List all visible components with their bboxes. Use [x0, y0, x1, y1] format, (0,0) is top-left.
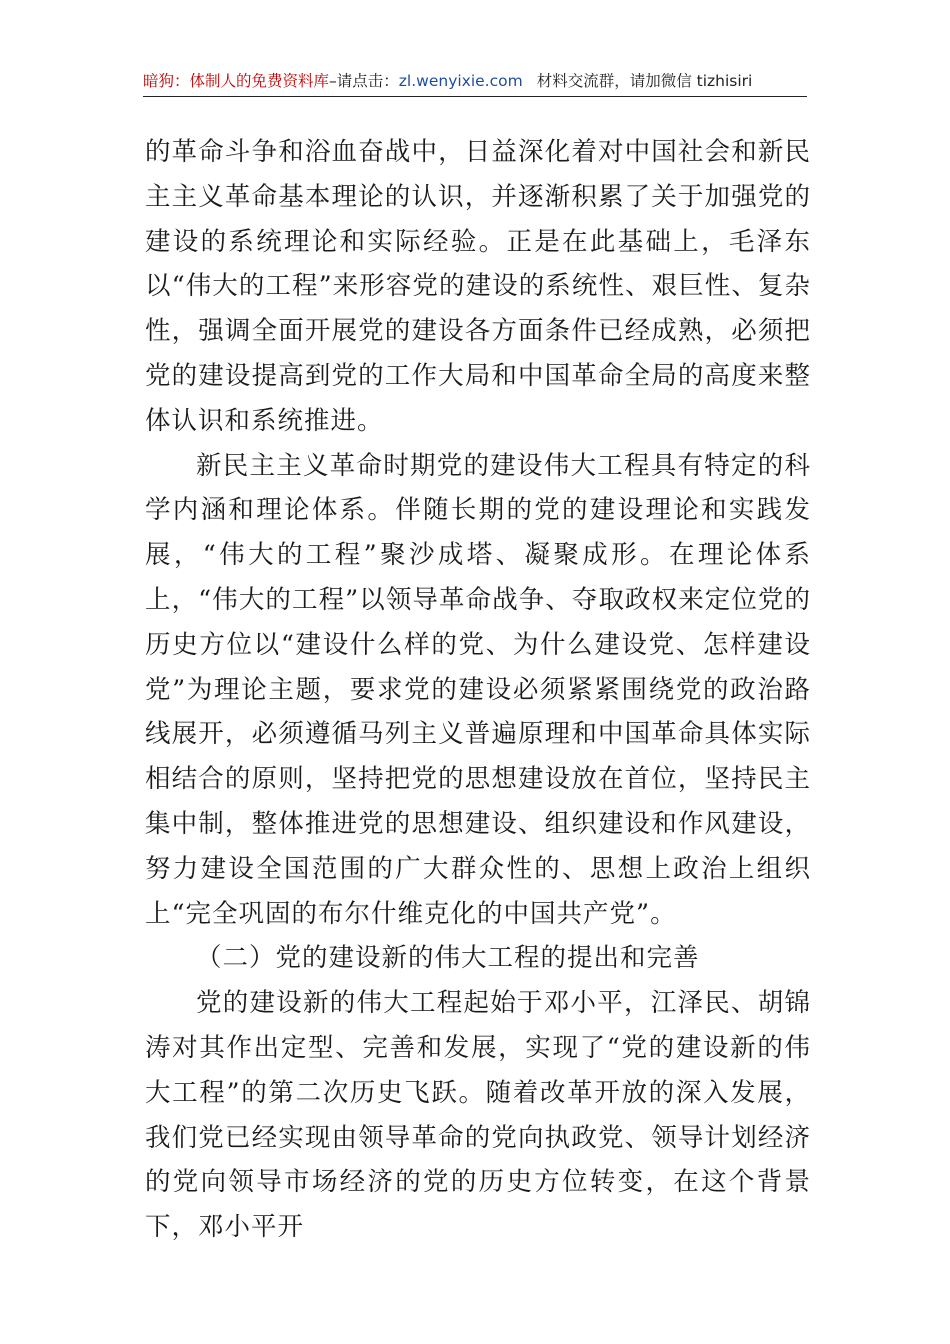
- section-heading: （二）党的建设新的伟大工程的提出和完善: [196, 943, 700, 974]
- header-wechat-note: 材料交流群，请加微信 tizhisiri: [536, 72, 753, 90]
- header-brand: 暗狗：体制人的免费资料库: [143, 72, 330, 90]
- document-body: [145, 130, 811, 1250]
- paragraph-new-great-project: 党的建设新的伟大工程起始于邓小平，江泽民、胡锦涛对其作出定型、完善和发展，实现了“党的建设新的伟大工程”的第二次历史飞跃。随着改革开放的深入发展，我们党已经实现由领导革命的党向执政党、领导计划经济的党向领导市场经济的党的历史方位转变，在这个背景下，邓小平开: [145, 988, 811, 1243]
- header-click-prompt: –请点击：: [329, 72, 399, 90]
- paragraph-continuation: 的革命斗争和浴血奋战中，日益深化着对中国社会和新民主主义革命基本理论的认识，并逐渐积累了关于加强党的建设的系统理论和实际经验。正是在此基础上，毛泽东以“伟大的工程”来形容党的建设的系统性、艰巨性、复杂性，强调全面开展党的建设各方面条件已经成熟，必须把党的建设提高到党的工作大局和中国革命全局的高度来整体认识和系统推进。: [145, 137, 811, 436]
- header-url-link[interactable]: zl.wenyixie.com: [398, 72, 523, 90]
- paragraph-new-democratic-revolution: 新民主主义革命时期党的建设伟大工程具有特定的科学内涵和理论体系。伴随长期的党的建设理论和实践发展，“伟大的工程”聚沙成塔、凝聚成形。在理论体系上，“伟大的工程”以领导革命战争、夺取政权来定位党的历史方位以“建设什么样的党、为什么建设党、怎样建设党”为理论主题，要求党的建设必须紧紧围绕党的政治路线展开，必须遵循马列主义普遍原理和中国革命具体实际相结合的原则，坚持把党的思想建设放在首位，坚持民主集中制，整体推进党的思想建设、组织建设和作风建设，努力建设全国范围的广大群众性的、思想上政治上组织上“完全巩固的布尔什维克化的中国共产党”。: [145, 450, 811, 929]
- page-header: [143, 70, 807, 97]
